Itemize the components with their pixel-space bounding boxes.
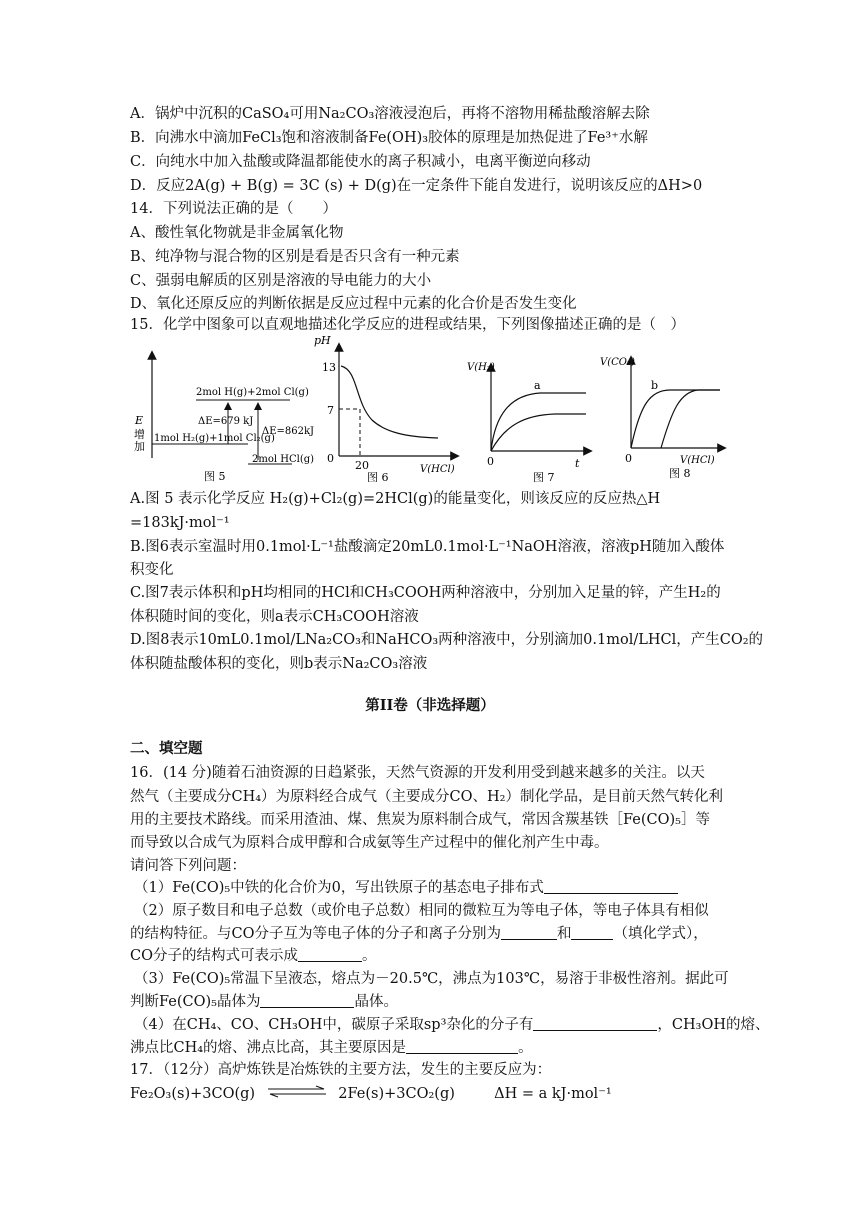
q16-part4-text-1: （4）在CH₄、CO、CH₃OH中，碳原子采取sp³杂化的分子有 — [134, 1017, 534, 1033]
part2-title: 第II卷（非选择题） — [365, 697, 495, 714]
q14-stem: 14．下列说法正确的是（ ） — [130, 201, 337, 217]
q13-option-b: B．向沸水中滴加FeCl₃饱和溶液制备Fe(OH)₃胶体的原理是加热促进了Fe³⁺水解 — [130, 130, 648, 146]
q13-option-a: A．锅炉中沉积的CaSO₄可用Na₂CO₃溶液浸泡后，再将不溶物用稀盐酸溶解去除 — [130, 106, 650, 122]
figure-8 — [600, 357, 722, 480]
q14-option-c: C、强弱电解质的区别是溶液的导电能力的大小 — [130, 273, 432, 289]
q16-part4-text-4: 。 — [518, 1040, 533, 1056]
fig5-y-label: E — [135, 414, 144, 427]
fig6-caption: 图 6 — [367, 471, 389, 482]
fig8-y-label: V(CO₂) — [600, 357, 635, 368]
fig8-curve-label: b — [651, 379, 659, 392]
section2-heading: 二、填空题 — [130, 740, 203, 757]
fig7-caption: 图 7 — [533, 471, 555, 482]
fig8-curve-other — [661, 390, 720, 448]
q16-part1-answer-blank[interactable] — [544, 879, 678, 894]
q16-part3-line2 — [130, 992, 398, 1012]
q15-option-a-line2: =183kJ·mol⁻¹ — [130, 515, 230, 531]
fig7-curve-label: a — [534, 379, 541, 392]
fig6-tick-0: 0 — [327, 452, 334, 465]
q16-part4-text-3: 沸点比CH₄的熔、沸点比高，其主要原因是 — [130, 1040, 407, 1056]
q16-part2-line2 — [130, 924, 708, 944]
fig6-x-label: V(HCl) — [420, 464, 455, 475]
q16-line1: 16．(14 分)随着石油资源的日趋紧张，天然气资源的开发利用受到越来越多的关注。以天 — [130, 765, 705, 781]
fig5-mid-level: 1mol H₂(g)+1mol Cl₂(g) — [154, 433, 275, 444]
q16-line4: 而导致以合成气为原料合成甲醇和合成氨等生产过程中的催化剂产生中毒。 — [130, 835, 609, 851]
q16-line3: 用的主要技术路线。而采用渣油、煤、焦炭为原料制合成气，常因含羰基铁［Fe(CO)₅］等 — [130, 812, 710, 828]
q16-part2-text-3: （填化学式）， — [613, 926, 708, 942]
q16-part4-reason-blank[interactable] — [406, 1039, 518, 1054]
q16-line5: 请问答下列问题： — [130, 858, 246, 874]
q16-part4-line1 — [134, 1015, 769, 1035]
q15-option-d-line2: 体积随盐酸体积的变化，则b表示Na₂CO₃溶液 — [130, 656, 428, 672]
q16-part4-text-2: ，CH₃OH的熔、 — [657, 1017, 770, 1033]
q15-option-c-line2: 体积随时间的变化，则a表示CH₃COOH溶液 — [130, 609, 419, 625]
q16-part4-sp3-blank[interactable] — [533, 1016, 657, 1031]
fig6-x-tick: 20 — [355, 459, 369, 472]
fig6-curve — [341, 366, 438, 438]
fig7-origin: 0 — [487, 455, 494, 468]
q13-option-c: C．向纯水中加入盐酸或降温都能使水的离子积减小，电离平衡逆向移动 — [130, 154, 591, 170]
q16-part1 — [134, 878, 678, 898]
q16-part2-ion-blank[interactable] — [571, 925, 613, 940]
q16-part3-text-2: 晶体。 — [354, 994, 398, 1010]
q16-part2-text-1: 的结构特征。与CO分子互为等电子体的分子和离子分别为 — [130, 926, 501, 942]
fig6-tick-13: 13 — [322, 361, 336, 374]
q14-option-a: A、酸性氧化物就是非金属氧化物 — [130, 225, 344, 241]
q15-stem: 15．化学中图象可以直观地描述化学反应的进程或结果，下列图像描述正确的是（ ） — [130, 317, 685, 333]
q16-part2-line1: （2）原子数目和电子总数（或价电子总数）相同的微粒互为等电子体，等电子体具有相似 — [134, 903, 709, 919]
q15-option-c-line1: C.图7表示体积和pH均相同的HCl和CH₃COOH两种溶液中，分别加入足量的锌，产生H₂的 — [130, 585, 721, 601]
q15-option-b-line2: 积变化 — [130, 562, 174, 578]
fig8-x-label: V(HCl) — [680, 455, 715, 466]
fig8-origin: 0 — [625, 452, 632, 465]
q16-part2-line3 — [130, 946, 376, 966]
q17-equation-lhs: Fe₂O₃(s)+3CO(g) — [130, 1086, 256, 1102]
fig6-y-label: pH — [314, 334, 331, 347]
figure-6 — [314, 334, 455, 482]
q16-line2: 然气（主要成分CH₄）为原料经合成气（主要成分CO、H₂）制化学品，是目前天然气转化利 — [130, 789, 723, 805]
q16-part2-molecule-blank[interactable] — [501, 925, 557, 940]
q16-part2-text-5: 。 — [361, 948, 377, 964]
equilibrium-arrow-icon — [266, 1085, 328, 1099]
q16-part2-text-4: CO分子的结构式可表示成 — [130, 948, 298, 964]
fig5-low-level: 2mol HCl(g) — [252, 454, 315, 465]
fig5-delta-e1: ΔE=679 kJ — [198, 416, 254, 427]
q15-option-d-line1: D.图8表示10mL0.1mol/LNa₂CO₃和NaHCO₃两种溶液中，分别滴加0.1mol/LHCl，产生CO₂的 — [130, 632, 764, 648]
fig8-curve-b — [631, 390, 720, 448]
figure-5 — [134, 355, 314, 482]
fig5-top-level: 2mol H(g)+2mol Cl(g) — [196, 387, 309, 398]
q16-part1-text: （1）Fe(CO)₅中铁的化合价为0，写出铁原子的基态电子排布式 — [134, 880, 544, 896]
q16-part3-text-1: 判断Fe(CO)₅晶体为 — [130, 994, 261, 1010]
q16-part2-text-2: 和 — [556, 926, 572, 942]
q16-part3-crystal-blank[interactable] — [260, 993, 354, 1008]
q14-option-d: D、氧化还原反应的判断依据是反应过程中元素的化合价是否发生变化 — [130, 296, 577, 312]
fig7-y-label: V(H₂) — [467, 362, 495, 373]
q14-option-b: B、纯净物与混合物的区别是看是否只含有一种元素 — [130, 249, 460, 265]
fig5-delta-e2: ΔE=862kJ — [262, 426, 315, 437]
q17-equation — [130, 1084, 612, 1104]
figures-5-8 — [0, 332, 860, 482]
fig8-caption: 图 8 — [669, 467, 691, 480]
q17-equation-rhs: 2Fe(s)+3CO₂(g) — [338, 1086, 455, 1102]
fig5-caption: 图 5 — [204, 470, 226, 482]
figure-7 — [467, 362, 588, 482]
fig6-tick-7: 7 — [327, 404, 334, 417]
q16-part2-structure-blank[interactable] — [298, 947, 362, 962]
q16-part3-line1: （3）Fe(CO)₅常温下呈液态，熔点为－20.5℃，沸点为103℃，易溶于非极性溶剂。据此可 — [134, 971, 729, 987]
q16-part4-line2 — [130, 1038, 533, 1058]
q15-option-a-line1: A.图 5 表示化学反应 H₂(g)+Cl₂(g)=2HCl(g)的能量变化，则该反应的反应热△H — [130, 491, 661, 507]
fig5-y-label-3: 加 — [134, 440, 145, 453]
q17-delta-h: ΔH = a kJ·mol⁻¹ — [494, 1086, 612, 1102]
fig7-x-label: t — [575, 457, 580, 470]
q15-option-b-line1: B.图6表示室温时用0.1mol·L⁻¹盐酸滴定20mL0.1mol·L⁻¹NaOH溶液，溶液pH随加入酸体 — [130, 539, 725, 555]
fig7-curve-other — [491, 414, 586, 451]
q17-line1: 17．（12分）高炉炼铁是冶炼铁的主要方法，发生的主要反应为： — [130, 1062, 552, 1078]
q13-option-d: D．反应2A(g) + B(g) = 3C (s) + D(g)在一定条件下能自发进行，说明该反应的ΔH>0 — [130, 178, 703, 194]
fig7-curve-a — [491, 393, 586, 451]
fig5-y-label-2: 增 — [134, 428, 145, 441]
